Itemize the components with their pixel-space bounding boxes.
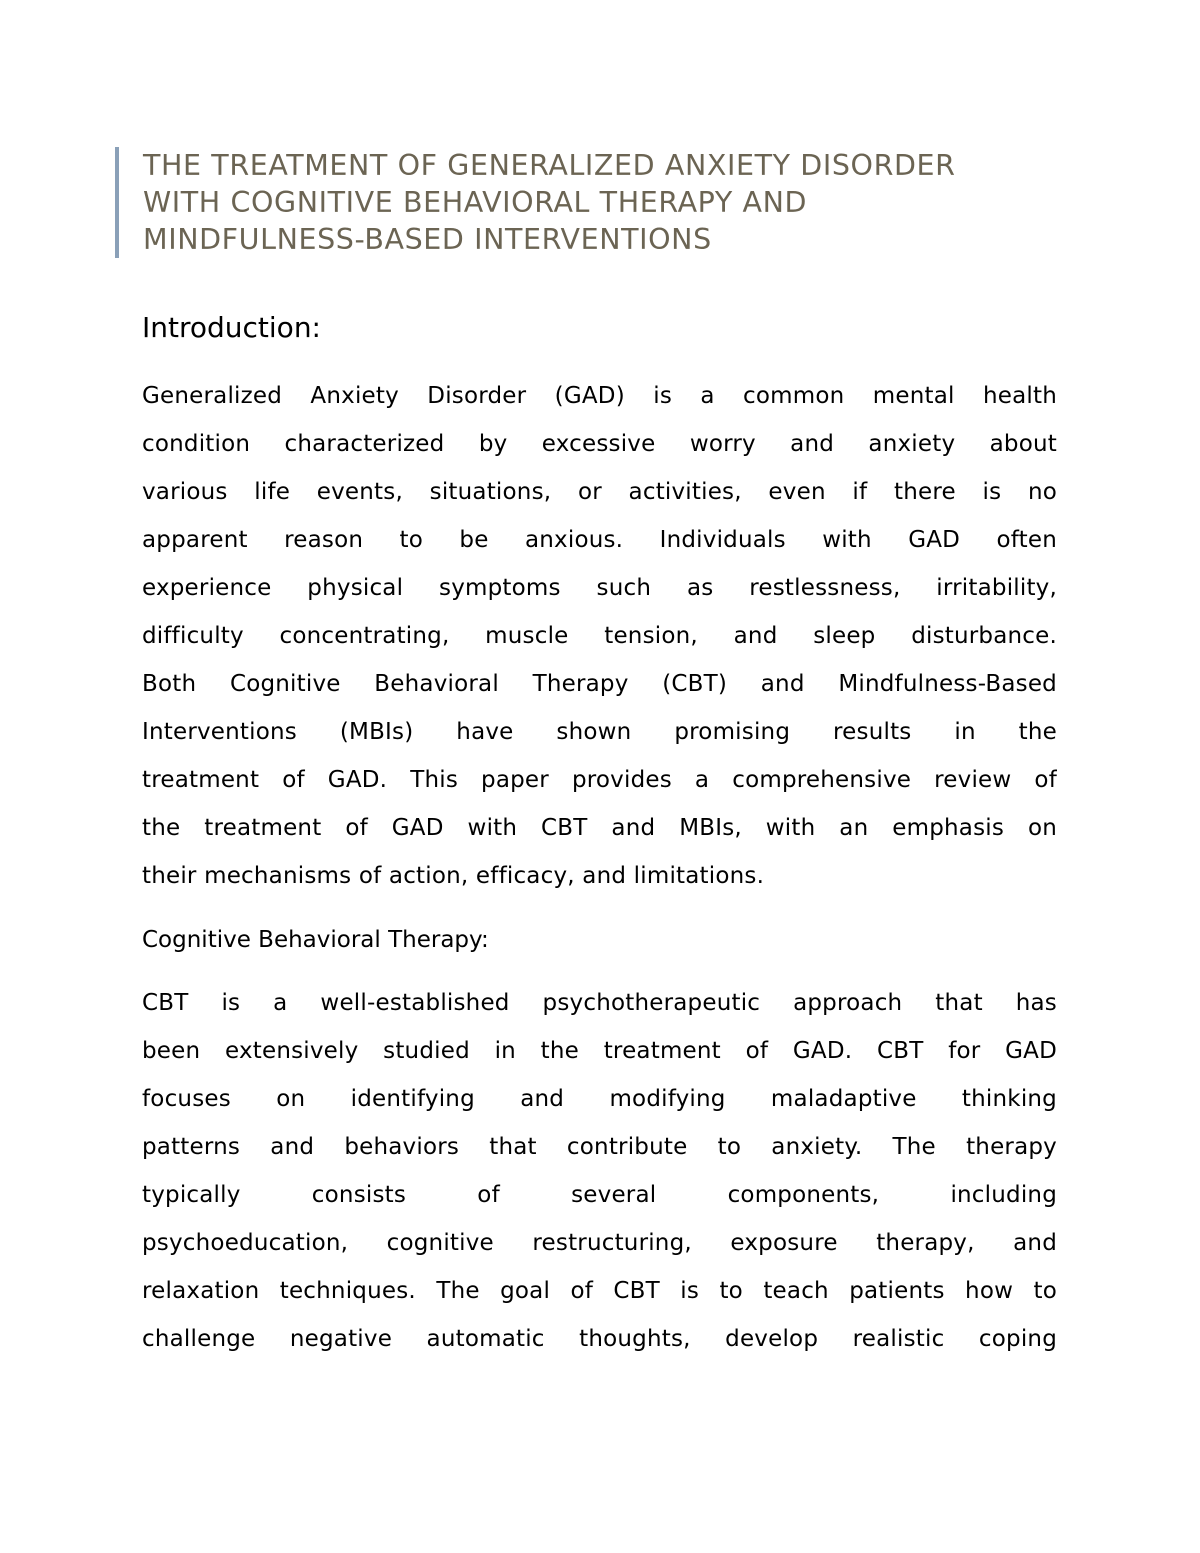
paragraph-line: Both Cognitive Behavioral Therapy (CBT) and Mindfulness-Based (142, 671, 1057, 697)
paragraph-line: apparent reason to be anxious. Individuals with GAD often (142, 527, 1057, 553)
section-heading-introduction: Introduction: (142, 311, 321, 344)
paragraph-line: relaxation techniques. The goal of CBT is to teach patients how to (142, 1278, 1057, 1304)
paragraph-line: treatment of GAD. This paper provides a comprehensive review of (142, 767, 1057, 793)
paragraph-line: condition characterized by excessive worry and anxiety about (142, 431, 1057, 457)
paragraph-line: Generalized Anxiety Disorder (GAD) is a common mental health (142, 383, 1057, 409)
section-heading-cbt: Cognitive Behavioral Therapy: (142, 927, 489, 953)
paragraph-line: Interventions (MBIs) have shown promising results in the (142, 719, 1057, 745)
paragraph-line: focuses on identifying and modifying maladaptive thinking (142, 1086, 1057, 1112)
paragraph-line: various life events, situations, or activities, even if there is no (142, 479, 1057, 505)
paragraph-line: psychoeducation, cognitive restructuring, exposure therapy, and (142, 1230, 1057, 1256)
paragraph-line: been extensively studied in the treatment of GAD. CBT for GAD (142, 1038, 1057, 1064)
document-title (115, 147, 1075, 258)
paragraph-line: the treatment of GAD with CBT and MBIs, with an emphasis on (142, 815, 1057, 841)
introduction-paragraph (142, 372, 1057, 900)
title-line: MINDFULNESS-BASED INTERVENTIONS (143, 223, 712, 256)
title-line: WITH COGNITIVE BEHAVIORAL THERAPY AND (143, 186, 808, 219)
paragraph-line: patterns and behaviors that contribute to anxiety. The therapy (142, 1134, 1057, 1160)
paragraph-line: their mechanisms of action, efficacy, and limitations. (142, 863, 765, 889)
paragraph-line: challenge negative automatic thoughts, develop realistic coping (142, 1326, 1057, 1352)
paragraph-line: difficulty concentrating, muscle tension, and sleep disturbance. (142, 623, 1057, 649)
paragraph-line: experience physical symptoms such as restlessness, irritability, (142, 575, 1057, 601)
cbt-paragraph (142, 979, 1057, 1363)
title-line: THE TREATMENT OF GENERALIZED ANXIETY DISORDER (143, 149, 956, 182)
paragraph-line: CBT is a well-established psychotherapeutic approach that has (142, 990, 1057, 1016)
paragraph-line: typically consists of several components, including (142, 1182, 1057, 1208)
